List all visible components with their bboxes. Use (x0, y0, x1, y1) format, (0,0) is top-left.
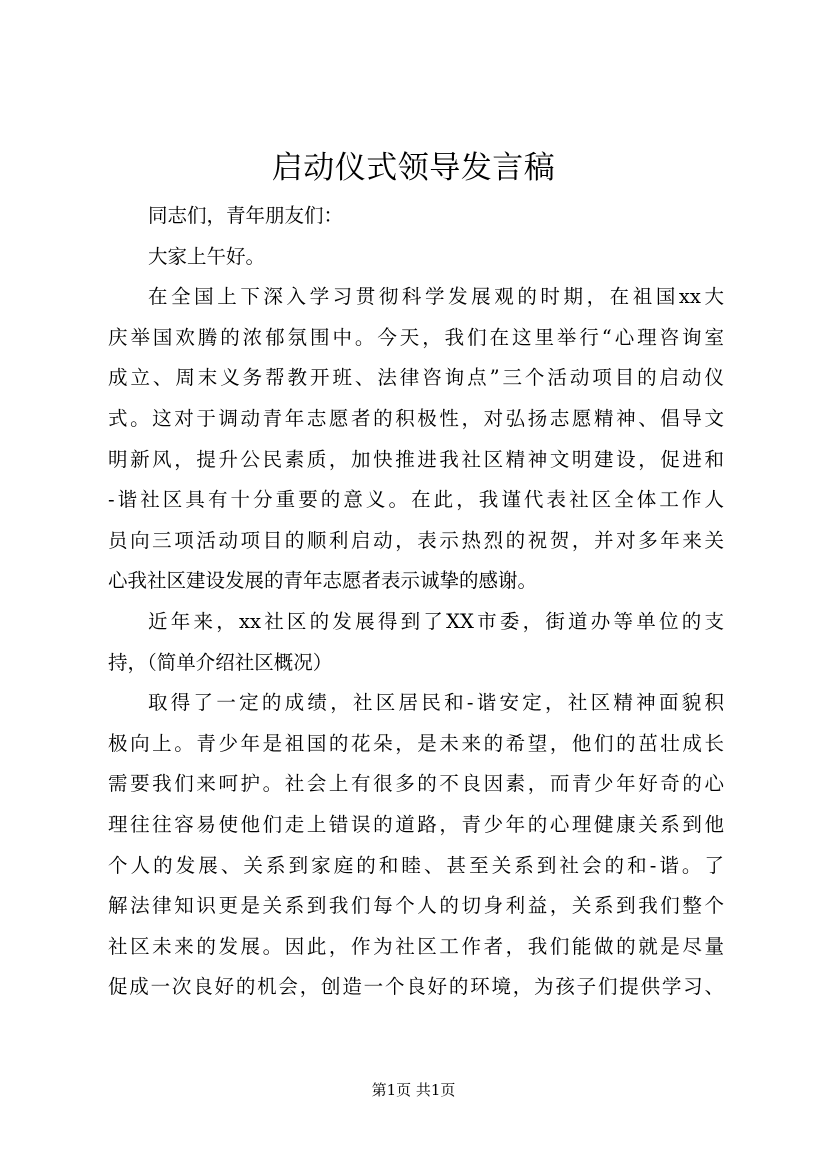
body-line: 同志们，青年朋友们： (148, 204, 344, 227)
body-line: 理往往容易使他们走上错误的道路，青少年的心理健康关系到他 (108, 812, 724, 836)
body-line: 个人的发展、关系到家庭的和睦、甚至关系到社会的和-谐。了 (108, 853, 724, 877)
document-title: 启动仪式领导发言稿 (271, 150, 556, 186)
body-line: -谐社区具有十分重要的意义。在此，我谨代表社区全体工作人 (108, 488, 724, 512)
body-line: 心我社区建设发展的青年志愿者表示诚挚的感谢。 (108, 569, 538, 593)
body-line: 在全国上下深入学习贯彻科学发展观的时期，在祖国xx大 (148, 285, 724, 309)
body-line: 庆举国欢腾的浓郁氛围中。今天，我们在这里举行“心理咨询室 (108, 325, 724, 349)
body-line: 员向三项活动项目的顺利启动，表示热烈的祝贺，并对多年来关 (108, 528, 724, 552)
document-body (108, 196, 724, 1008)
body-line: 取得了一定的成绩，社区居民和-谐安定，社区精神面貌积 (148, 691, 724, 715)
body-line: 持，（简单介绍社区概况） (108, 650, 333, 674)
page-footer: 第1页 共1页 (371, 1081, 456, 1099)
body-line: 社区未来的发展。因此，作为社区工作者，我们能做的就是尽量 (108, 934, 724, 958)
body-line: 大家上午好。 (148, 244, 266, 268)
body-line: 成立、周末义务帮教开班、法律咨询点”三个活动项目的启动仪 (108, 366, 724, 390)
body-line: 式。这对于调动青年志愿者的积极性，对弘扬志愿精神、倡导文 (108, 406, 724, 430)
body-line: 明新风，提升公民素质，加快推进我社区精神文明建设，促进和 (108, 447, 724, 471)
body-line: 促成一次良好的机会，创造一个良好的环境，为孩子们提供学习、 (108, 975, 724, 999)
body-line: 需要我们来呵护。社会上有很多的不良因素，而青少年好奇的心 (108, 772, 724, 796)
body-line: 极向上。青少年是祖国的花朵，是未来的希望，他们的茁壮成长 (108, 731, 724, 755)
body-line: 近年来，xx社区的发展得到了XX市委，街道办等单位的支 (148, 609, 724, 633)
body-line: 解法律知识更是关系到我们每个人的切身利益，关系到我们整个 (108, 894, 724, 918)
